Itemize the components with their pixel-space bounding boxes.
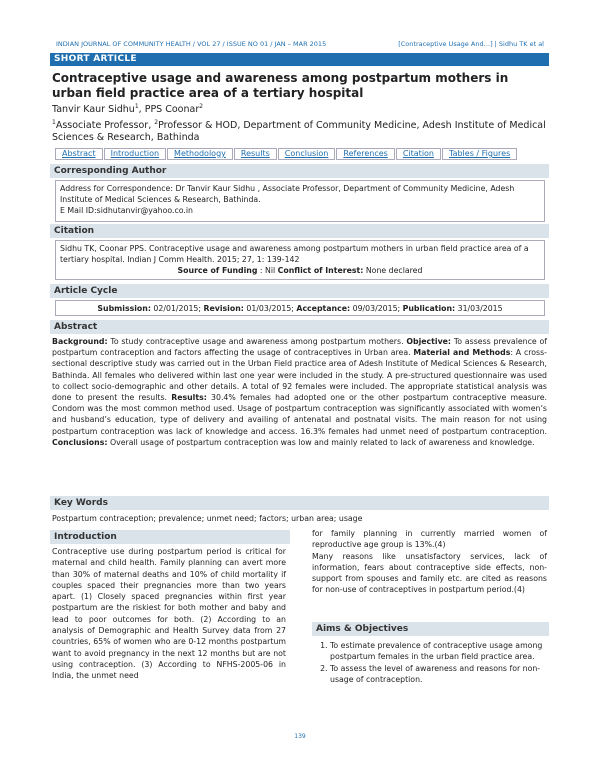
cycle-box: Submission: 02/01/2015; Revision: 01/03/2015; Acceptance: 09/03/2015; Publication: 31/03/2015: [55, 300, 545, 316]
intro-para-2: Many reasons like unsatisfactory services, lack of information, fears about contraceptive side effects, non-support from spouses and family etc. are cited as reasons for non-use of contraceptives in postpartum period.(4): [312, 551, 547, 595]
correspondence-address: Address for Correspondence: Dr Tanvir Kaur Sidhu , Associate Professor, Department of Community Medicine, Adesh Institute of Medical Sciences & Research, Bathinda.: [60, 184, 515, 204]
nav-tables-figures[interactable]: Tables / Figures: [442, 148, 517, 160]
journal-info: INDIAN JOURNAL OF COMMUNITY HEALTH / VOL 27 / ISSUE NO 01 / JAN – MAR 2015: [56, 40, 327, 48]
nav-abstract[interactable]: Abstract: [55, 148, 103, 160]
nav-introduction[interactable]: Introduction: [104, 148, 166, 160]
citation-text: Sidhu TK, Coonar PPS. Contraceptive usage and awareness among postpartum mothers in urban field practice area of a tertiary hospital. Indian J Comm Health. 2015; 27, 1: 139-142: [60, 244, 529, 264]
introduction-left-col: Contraceptive use during postpartum period is critical for maternal and child health. Family planning can avert more than 30% of maternal deaths and 10% of child mortality if couples spaced their pregnancies more than two years apart. (1) Closely spaced pregnancies within first year postpartum are the riskiest for both mother and baby and lead to poor outcomes for both. (2) According to an analysis of Demographic and Health Survey data from 27 countries, 65% of women who are 0-12 months postpartum want to avoid pregnancy in the next 12 months but are not using contraception. (3) According to NFHS-2005-06 in India, the unmet need: [52, 547, 286, 681]
corresponding-box: [55, 180, 545, 222]
aim-item-2: 2. To assess the level of awareness and reasons for non-usage of contraception.: [330, 663, 547, 686]
keywords-heading: Key Words: [50, 496, 549, 510]
nav-results[interactable]: Results: [234, 148, 277, 160]
author-1[interactable]: Tanvir Kaur Sidhu: [52, 104, 135, 116]
intro-para-1: for family planning in currently married women of reproductive age group is 13%.(4): [312, 529, 547, 550]
citation-box: [55, 240, 545, 280]
aims-heading: Aims & Objectives: [312, 622, 549, 636]
introduction-right-col: [312, 528, 547, 596]
aims-list: [312, 640, 547, 685]
funding-line: Source of Funding : Nil Conflict of Interest: None declared: [177, 266, 423, 275]
aim-item-1: 1. To estimate prevalence of contraceptive usage among postpartum females in the urban field practice area.: [330, 640, 547, 663]
nav-references[interactable]: References: [336, 148, 394, 160]
section-nav: [55, 148, 545, 160]
article-type-band: SHORT ARTICLE: [50, 53, 549, 66]
nav-methodology[interactable]: Methodology: [167, 148, 233, 160]
corresponding-heading: Corresponding Author: [50, 164, 549, 178]
author-2[interactable]: PPS Coonar: [144, 104, 200, 116]
introduction-heading: Introduction: [50, 530, 290, 544]
cycle-heading: Article Cycle: [50, 284, 549, 298]
page-number: 139: [294, 733, 306, 740]
abstract-text: Background: To study contraceptive usage and awareness among postpartum mothers. Objective: To assess prevalence of postpartum contraception and factors affecting the usage of contraceptives in Urban area. Material and Methods: A cross-sectional descriptive study was carried out in the Urban Field practice area of Adesh Institute of Medical Sciences & Research, Bathinda. All females who delivered within last one year were included in the study. A pre-structured questionnaire was used to collect socio-demographic and other details. A total of 92 females were included. The appropriate statistical analysis was done to present the results. Results: 30.4% females had adopted one or the other postpartum contraceptive measure. Condom was the most common method used. Usage of postpartum contraception was significantly associated with women’s and husband’s education, type of delivery and availing of antenatal and postnatal visits. The main reason for not using postpartum contraception was lack of knowledge and access. 16.3% females had unmet need of postpartum contraception. Conclusions: Overall usage of postpartum contraception was low and mainly related to lack of awareness and knowledge.: [52, 337, 548, 447]
citation-heading: Citation: [50, 224, 549, 238]
keywords-text: Postpartum contraception; prevalence; unmet need; factors; urban area; usage: [52, 514, 363, 523]
short-title: [Contraceptive Usage And…] | Sidhu TK et al: [398, 40, 544, 48]
nav-citation[interactable]: Citation: [396, 148, 441, 160]
nav-conclusion[interactable]: Conclusion: [278, 148, 336, 160]
abstract-heading: Abstract: [50, 320, 549, 334]
author-list: Tanvir Kaur Sidhu$^1$, PPS Coonar$^2$: [52, 103, 204, 116]
affiliation: $^1$Associate Professor, $^2$Professor & HOD, Department of Community Medicine, Adesh Institute of Medical Sciences & Research, Bathinda: [52, 119, 546, 144]
article-title: Contraceptive usage and awareness among postpartum mothers in urban field practice area of a tertiary hospital: [52, 71, 509, 100]
correspondence-email[interactable]: E Mail ID:sidhutanvir@yahoo.co.in: [60, 206, 193, 215]
